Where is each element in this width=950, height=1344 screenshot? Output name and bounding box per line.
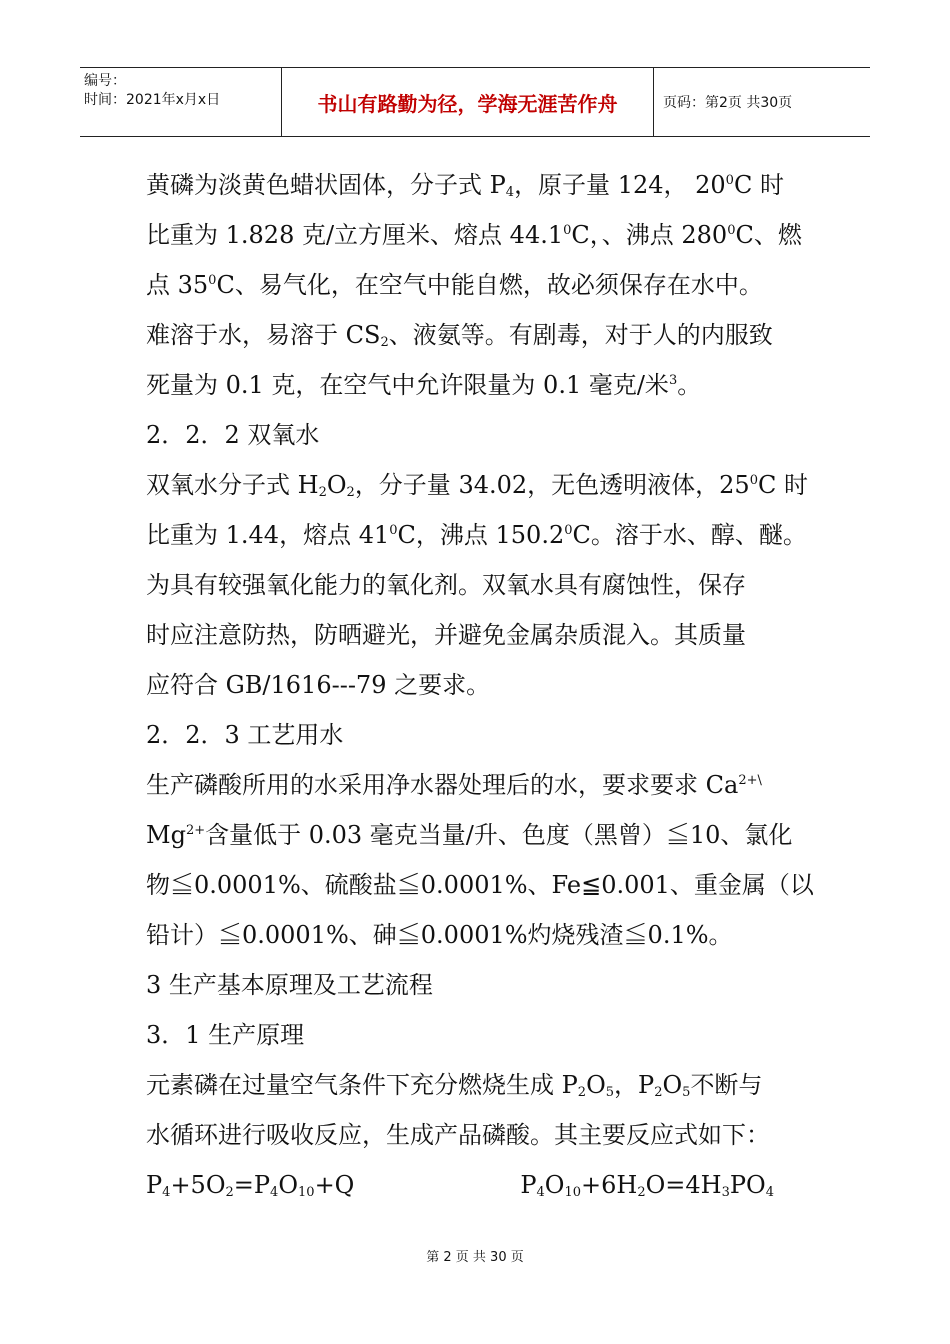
header-motto-cell [282, 68, 654, 136]
page-footer: 第 2 页 共 30 页 [426, 1250, 524, 1265]
section-heading: 3 生产基本原理及工艺流程 [146, 971, 433, 999]
equation-2: $P_4O_{10}+6H_2O=4H_3PO_4$ [520, 1171, 774, 1200]
paragraph-line: 死量为 0.1 克，在空气中允许限量为 0.1 毫克/米$^3$。 [146, 371, 702, 399]
section-heading: 2．2．2 双氧水 [146, 421, 320, 449]
document-body [146, 160, 818, 1210]
paragraph-line: 元素磷在过量空气条件下充分燃烧生成 $P_2O_5$，$P_2O_5$不断与 [146, 1071, 763, 1100]
paragraph-line: 为具有较强氧化能力的氧化剂。双氧水具有腐蚀性，保存 [146, 571, 746, 599]
section-heading: 2．2．3 工艺用水 [146, 721, 344, 749]
paragraph-line: 时应注意防热，防晒避光，并避免金属杂质混入。其质量 [146, 621, 746, 649]
paragraph-line: 生产磷酸所用的水采用净水器处理后的水，要求要求 $Ca^{2+\backslash}$ [146, 771, 762, 799]
header-page-cell [654, 68, 870, 136]
paragraph-line: 双氧水分子式 $H_2O_2$，分子量 34.02，无色透明液体，$25^0C$ 时 [146, 471, 808, 500]
paragraph-line: 比重为 1.44，熔点 $41^0C$，沸点 150.2$^0$C。溶于水、醇、醚。 [146, 521, 807, 549]
paragraph-line: 黄磷为淡黄色蜡状固体，分子式 $P_4$，原子量 124， $20^0C$ 时 [146, 171, 784, 200]
section-heading: 3．1 生产原理 [146, 1021, 305, 1049]
header-motto: 书山有路勤为径，学海无涯苦作舟 [317, 91, 618, 116]
header-number-label: 编号： [84, 73, 126, 89]
paragraph-line: $Mg^{2+}$含量低于 0.03 毫克当量/升、色度（黑曾）≦10、氯化 [146, 821, 793, 849]
header-meta [80, 68, 282, 136]
equation-1: $P_4+5O_2=P_4O_{10}+Q$ [146, 1171, 355, 1200]
document-header [80, 67, 870, 137]
paragraph-line: 点 $35^0C$、易气化，在空气中能自燃，故必须保存在水中。 [146, 271, 763, 299]
header-page-info: 页码：第2页 共30页 [663, 95, 793, 111]
paragraph-line: 水循环进行吸收反应，生成产品磷酸。其主要反应式如下： [146, 1121, 770, 1149]
equation-line [146, 1160, 818, 1210]
paragraph-line: 应符合 GB/1616---79 之要求。 [146, 671, 491, 699]
paragraph-line: 比重为 1.828 克/立方厘米、熔点 44.1$^0$C，、沸点 $280^0C$、燃 [146, 221, 802, 249]
paragraph-line: 难溶于水，易溶于 $CS_2$、液氨等。有剧毒，对于人的内服致 [146, 321, 773, 350]
paragraph-line: 物≦0.0001%、硫酸盐≦0.0001%、Fe≦0.001、重金属（以 [146, 871, 814, 899]
header-time-label: 时间：2021年x月x日 [84, 92, 221, 108]
paragraph-line: 铅计）≦0.0001%、砷≦0.0001%灼烧残渣≦0.1%。 [146, 921, 733, 949]
